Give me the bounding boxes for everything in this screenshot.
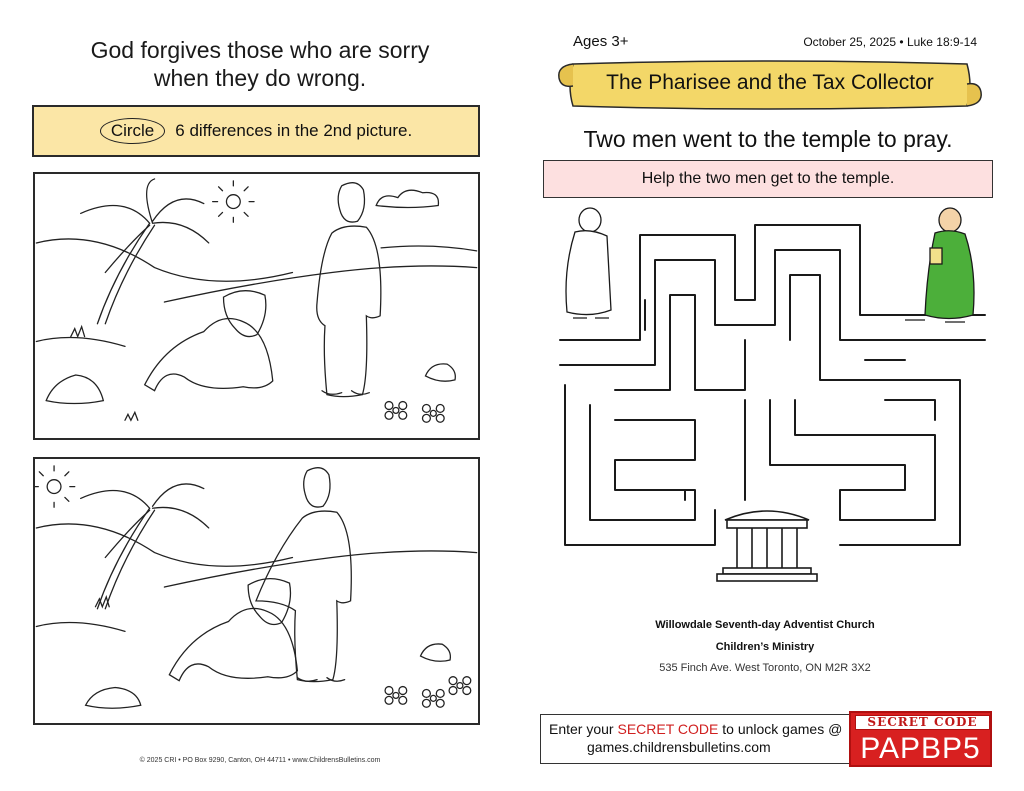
changed-picture-illustration	[35, 459, 478, 723]
hill-line	[36, 338, 125, 347]
hill-line	[164, 551, 476, 587]
maze-wall	[560, 250, 985, 365]
secret-code-prompt	[540, 714, 854, 764]
story-subtitle: Two men went to the temple to pray.	[583, 126, 953, 152]
rock-icon	[421, 644, 451, 661]
copyright-notice: © 2025 CRI • PO Box 9290, Canton, OH 44711 • www.ChildrensBulletins.com	[139, 757, 381, 764]
heading-line-2: when they do wrong.	[153, 65, 367, 91]
palm-tree-icon	[81, 179, 209, 324]
hill-line	[36, 524, 292, 566]
maze-instruction: Help the two men get to the temple.	[543, 160, 993, 198]
hill-line	[381, 246, 477, 251]
temple-maze[interactable]	[545, 200, 990, 585]
rock-icon	[86, 688, 141, 709]
secret-code-label: SECRET CODE	[855, 715, 990, 730]
maze-illustration	[545, 200, 990, 585]
cloud-icon	[376, 190, 438, 207]
instruction-text: 6 differences in the 2nd picture.	[175, 121, 413, 140]
tax-collector-figure	[169, 579, 297, 681]
maze-wall	[560, 225, 985, 340]
code-prompt-highlight: SECRET CODE	[617, 721, 719, 737]
pharisee-figure	[256, 468, 351, 682]
sun-icon	[213, 181, 254, 222]
circle-word: Circle	[100, 118, 165, 144]
changed-picture[interactable]	[33, 457, 480, 725]
heading-line-1: God forgives those who are sorry	[90, 37, 430, 63]
church-name: Willowdale Seventh-day Adventist Church	[655, 619, 875, 631]
original-picture[interactable]	[33, 172, 480, 440]
church-ministry: Children’s Ministry	[715, 641, 815, 653]
sun-icon	[35, 466, 75, 507]
differences-instruction	[32, 105, 480, 157]
maze-wall	[590, 405, 695, 520]
hill-line	[36, 623, 125, 632]
church-address: 535 Finch Ave. West Toronto, ON M2R 3X2	[659, 662, 871, 674]
rock-icon	[425, 364, 455, 381]
pharisee-figure	[317, 183, 381, 397]
date-reference: October 25, 2025 • Luke 18:9-14	[803, 35, 977, 49]
secret-code-value: PAPBP5	[860, 732, 981, 765]
flower-icon	[385, 402, 444, 423]
code-prompt-prefix: Enter your	[549, 721, 618, 737]
tax-collector-figure	[905, 208, 974, 322]
story-title: The Pharisee and the Tax Collector	[606, 71, 934, 94]
maze-wall	[615, 295, 745, 390]
age-label: Ages 3+	[573, 33, 629, 50]
secret-code-badge	[849, 711, 992, 767]
flower-icon	[385, 677, 471, 708]
games-link[interactable]: games.childrensbulletins.com	[587, 739, 771, 755]
maze-wall	[770, 400, 935, 520]
left-heading	[40, 36, 480, 92]
rock-icon	[46, 375, 103, 404]
hill-line	[36, 239, 292, 281]
code-prompt-suffix: to unlock games @	[718, 721, 843, 737]
temple-icon	[717, 511, 817, 581]
title-scroll-banner	[555, 56, 985, 114]
original-picture-illustration	[35, 174, 478, 438]
tax-collector-figure	[145, 291, 273, 391]
pharisee-figure	[566, 208, 611, 318]
